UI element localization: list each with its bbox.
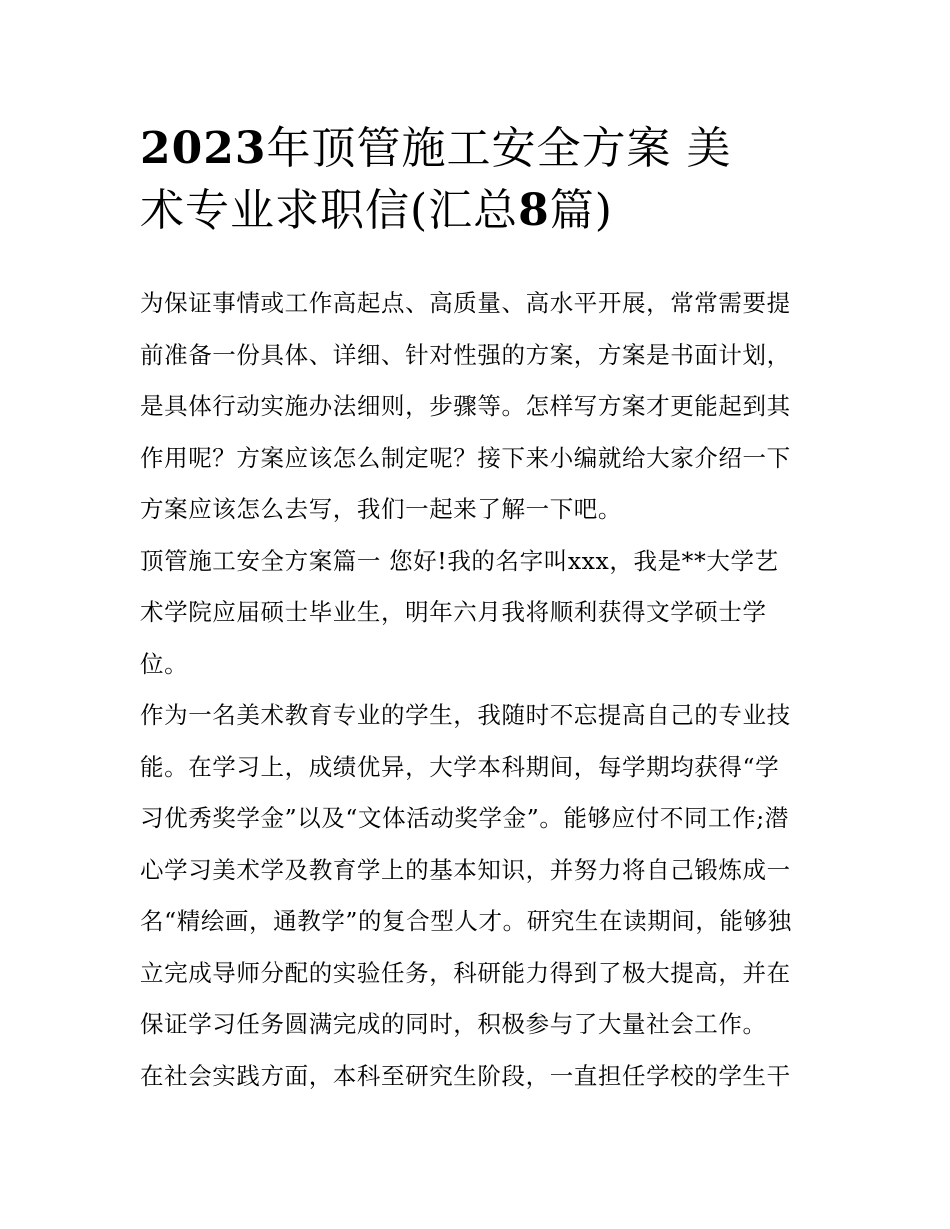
body-line: 位。	[140, 649, 189, 678]
body-line: 能。在学习上，成绩优异，大学本科期间，每学期均获得“学	[140, 752, 780, 781]
body-line: 习优秀奖学金”以及“文体活动奖学金”。能够应付不同工作;潜	[140, 804, 789, 832]
body-line: 方案应该怎么去写，我们一起来了解一下吧。	[140, 495, 622, 523]
title-line: 术专业求职信(汇总8篇)	[140, 185, 613, 236]
document-title	[140, 118, 820, 242]
document-body	[140, 278, 812, 1102]
body-line: 作用呢？方案应该怎么制定呢？接下来小编就给大家介绍一下	[140, 443, 791, 472]
body-line: 顶管施工安全方案篇一 您好!我的名字叫xxx，我是**大学艺	[140, 546, 779, 575]
body-line: 为保证事情或工作高起点、高质量、高水平开展，常常需要提	[140, 289, 791, 317]
body-line: 术学院应届硕士毕业生，明年六月我将顺利获得文学硕士学	[140, 598, 767, 626]
body-line: 是具体行动实施办法细则，步骤等。怎样写方案才更能起到其	[140, 392, 791, 420]
body-line: 在社会实践方面，本科至研究生阶段，一直担任学校的学生干	[140, 1061, 791, 1090]
body-line: 立完成导师分配的实验任务，科研能力得到了极大提高，并在	[140, 958, 791, 987]
body-line: 名“精绘画，通教学”的复合型人才。研究生在读期间，能够独	[140, 907, 792, 935]
body-line: 前准备一份具体、详细、针对性强的方案，方案是书面计划，	[140, 340, 791, 369]
title-line: 2023年顶管施工安全方案 美	[140, 123, 732, 174]
body-line: 心学习美术学及教育学上的基本知识，并努力将自己锻炼成一	[140, 855, 791, 884]
body-line: 作为一名美术教育专业的学生，我随时不忘提高自己的专业技	[140, 701, 791, 729]
body-line: 保证学习任务圆满完成的同时，积极参与了大量社会工作。	[140, 1010, 767, 1038]
